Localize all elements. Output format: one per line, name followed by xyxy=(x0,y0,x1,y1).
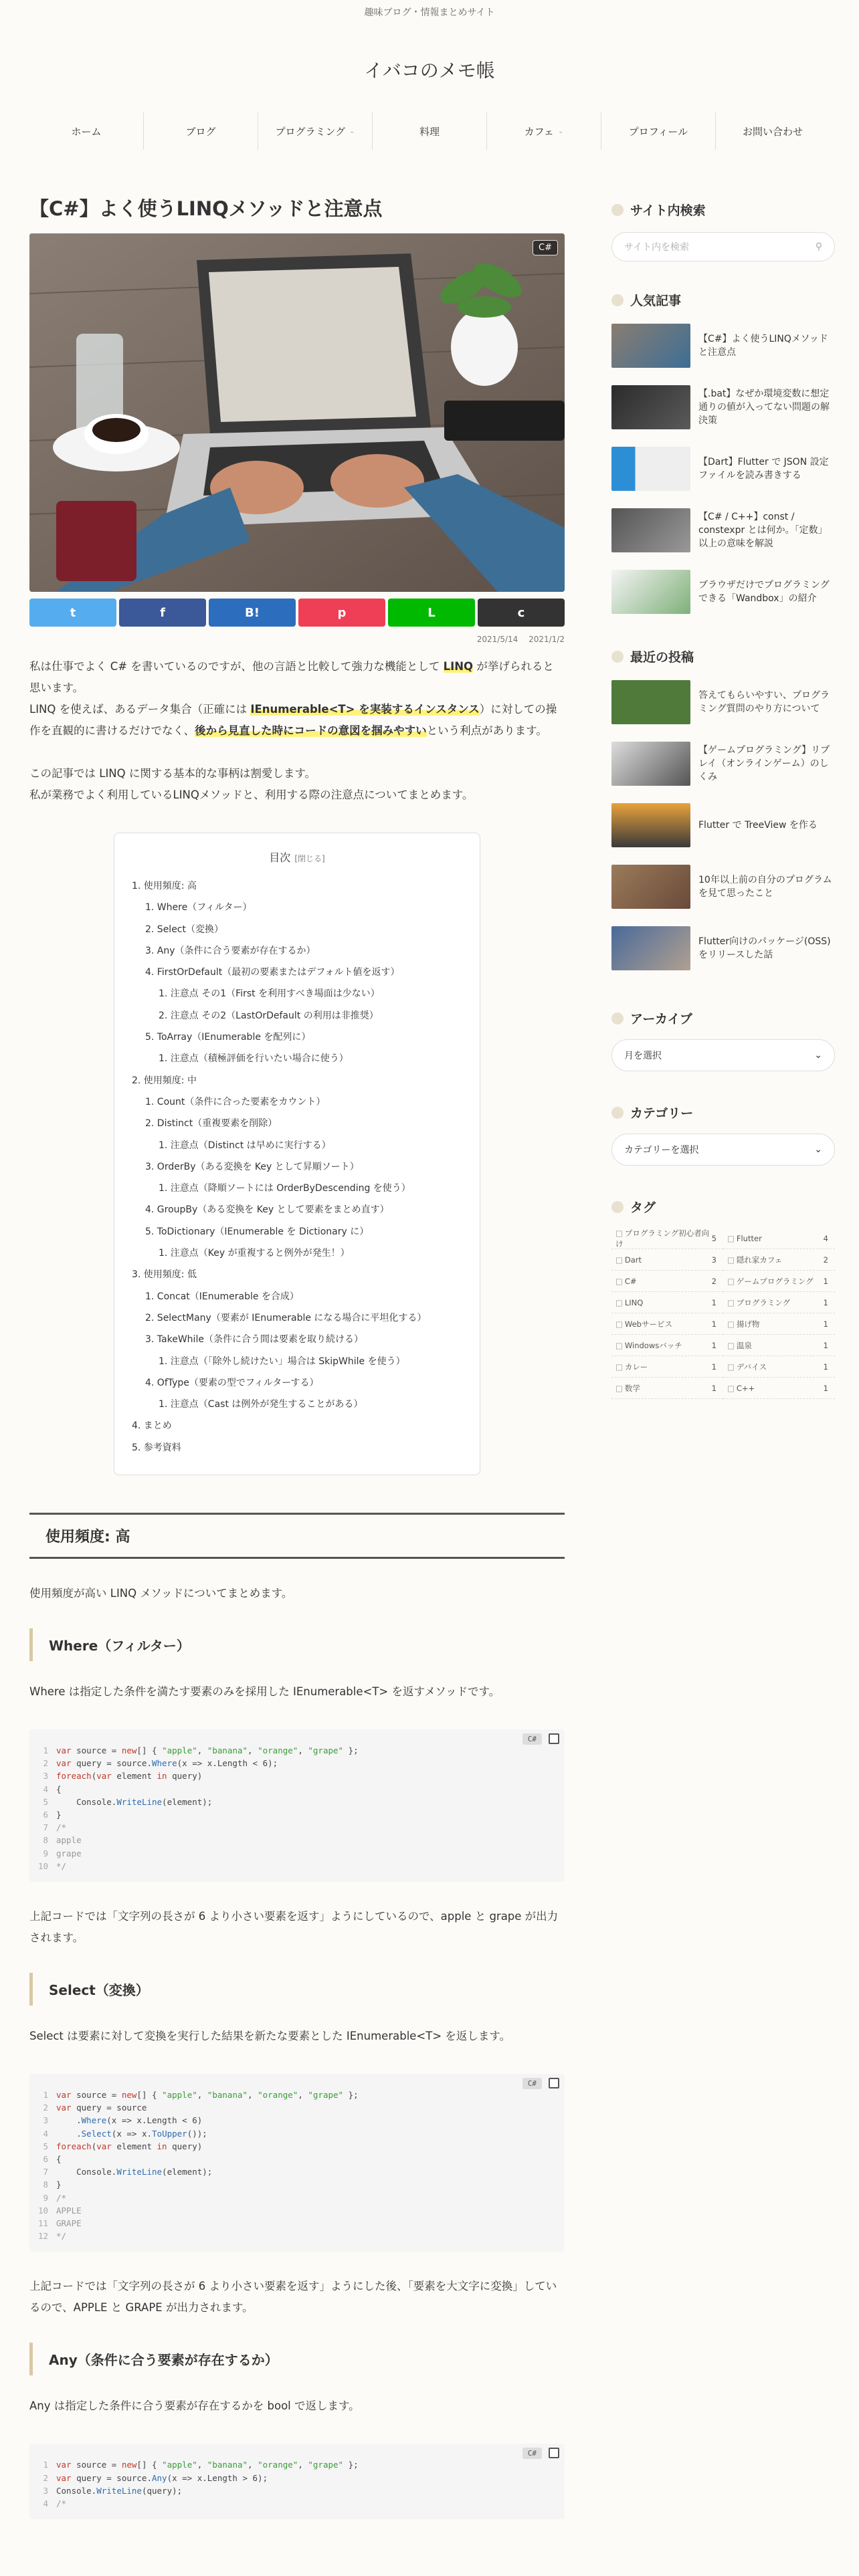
code-text: var source = new[] { "apple", "banana", "orange", "grape" }; xyxy=(56,2090,359,2101)
tag-link[interactable]: □ 数学 1 xyxy=(611,1378,723,1399)
code-text: /* xyxy=(56,2192,67,2203)
line-number: 10 xyxy=(37,2205,48,2216)
toc-link[interactable]: 1. Count（条件に合った要素をカウント） xyxy=(145,1096,326,1107)
toc-link[interactable]: 5. ToDictionary（IEnumerable を Dictionary に） xyxy=(145,1226,369,1237)
tag-link[interactable]: □ Dart 3 xyxy=(611,1249,723,1271)
code-text: /* xyxy=(56,1822,67,1833)
tag-link[interactable]: □ 揚げ物 1 xyxy=(723,1313,835,1335)
post-thumbnail xyxy=(611,803,690,847)
line-number: 7 xyxy=(43,1822,48,1833)
line-number: 7 xyxy=(43,2167,48,2177)
code-line xyxy=(29,2191,565,2204)
toc-toggle[interactable]: [閉じる] xyxy=(294,854,325,863)
tag-count: 1 xyxy=(823,1383,828,1393)
line-number: 12 xyxy=(37,2231,48,2242)
toc-link[interactable]: 1. 注意点 その1（First を利用すべき場面は少ない） xyxy=(159,988,380,1000)
tag-count: 1 xyxy=(823,1297,828,1307)
code-text: foreach(var element in query) xyxy=(56,2141,203,2151)
recent-item[interactable]: 答えてもらいやすい、プログラミング質問のやり方について xyxy=(611,676,835,728)
code-text: Console.WriteLine(query); xyxy=(56,2485,183,2496)
toc-link[interactable]: 1. Concat（IEnumerable を合成） xyxy=(145,1291,299,1302)
sidebar xyxy=(611,201,835,1399)
code-text: var query = source xyxy=(56,2103,147,2113)
eyecatch-image xyxy=(29,233,565,592)
code-line xyxy=(29,1783,565,1796)
tag-icon: □ xyxy=(615,1297,623,1307)
tag-icon: □ xyxy=(615,1362,623,1372)
line-number: 5 xyxy=(43,2141,48,2151)
tag-icon: □ xyxy=(727,1255,735,1265)
select-desc: Select は要素に対して変換を実行した結果を新たな要素とした IEnumerable<T> を返します。 xyxy=(29,2030,511,2043)
code-line xyxy=(29,2472,565,2484)
code-line xyxy=(29,2458,565,2471)
toc-link[interactable]: 1. 注意点（Key が重複すると例外が発生！） xyxy=(159,1248,350,1259)
code-text: } xyxy=(56,2179,62,2190)
tag-link[interactable]: □ Webサービス 1 xyxy=(611,1313,723,1335)
tag-icon: □ xyxy=(615,1228,623,1238)
published-date: 2021/5/14 xyxy=(476,635,518,644)
code-text: .Select(x => x.ToUpper()); xyxy=(56,2128,207,2139)
line-number: 5 xyxy=(43,1796,48,1807)
code-line xyxy=(29,1769,565,1782)
search-input[interactable]: サイト内を検索 ⚲ xyxy=(611,232,835,261)
nav-profile[interactable]: プロフィール xyxy=(601,112,715,150)
tag-icon: □ xyxy=(727,1297,735,1307)
tag-count: 2 xyxy=(711,1276,717,1286)
tag-icon: □ xyxy=(727,1233,735,1243)
code-text: GRAPE xyxy=(56,2218,82,2229)
nav-contact[interactable]: お問い合わせ xyxy=(715,112,830,150)
tag-count: 3 xyxy=(711,1255,717,1265)
tag-link[interactable]: □ Windowsバッチ 1 xyxy=(611,1335,723,1356)
code-text: */ xyxy=(56,2231,67,2242)
toc-title: 目次 [閉じる] xyxy=(269,851,325,864)
code-line xyxy=(29,2088,565,2101)
search-icon[interactable]: ⚲ xyxy=(815,241,822,252)
toc-link[interactable]: 2. Distinct（重複要素を削除） xyxy=(145,1118,278,1130)
line-number: 9 xyxy=(43,1848,48,1858)
copy-code-icon[interactable] xyxy=(549,2448,559,2458)
tag-link[interactable]: □ LINQ 1 xyxy=(611,1292,723,1313)
hatena-icon: B! xyxy=(245,605,260,620)
tag-count: 1 xyxy=(711,1340,717,1350)
code-line xyxy=(29,1821,565,1834)
code-text: var query = source.Any(x => x.Length > 6); xyxy=(56,2472,268,2483)
updated-date: 2021/1/2 xyxy=(529,635,565,644)
code-text: { xyxy=(56,2154,62,2165)
copy-code-icon[interactable] xyxy=(549,1733,559,1744)
tag-icon: □ xyxy=(727,1340,735,1350)
nav-blog[interactable]: ブログ xyxy=(143,112,258,150)
tag-icon: □ xyxy=(727,1362,735,1372)
toc-link[interactable]: 5. 参考資料 xyxy=(132,1442,181,1453)
code-text: grape xyxy=(56,1848,82,1858)
chevron-down-icon: ⌄ xyxy=(349,127,355,135)
line-number: 1 xyxy=(43,2090,48,2101)
code-line xyxy=(29,1796,565,1808)
post-thumbnail xyxy=(611,926,690,970)
chevron-down-icon: ⌄ xyxy=(814,1050,822,1061)
copy-link-button[interactable] xyxy=(478,599,565,627)
pocket-icon: p xyxy=(337,605,347,620)
tag-link[interactable]: □ プログラミング 1 xyxy=(723,1292,835,1313)
toc-link[interactable]: 4. OfType（要素の型でフィルターする） xyxy=(145,1377,319,1388)
tag-count: 2 xyxy=(823,1255,828,1265)
toc-link[interactable]: 4. GroupBy（ある変換を Key として要素をまとめ直す） xyxy=(145,1204,389,1216)
tag-icon: □ xyxy=(615,1340,623,1350)
code-line xyxy=(29,1834,565,1846)
tag-link[interactable]: □ カレー 1 xyxy=(611,1356,723,1378)
code-text: foreach(var element in query) xyxy=(56,1771,203,1782)
heading-any: Any（条件に合う要素が存在するか） xyxy=(29,2343,565,2375)
code-lang-label: C# xyxy=(522,1733,542,1745)
code-text: { xyxy=(56,1784,62,1794)
tag-icon: □ xyxy=(727,1276,735,1286)
where-desc: Where は指定した条件を満たす要素のみを採用した IEnumerable<T> を返すメソッドです。 xyxy=(29,1685,500,1699)
line-number: 8 xyxy=(43,2179,48,2190)
popular-item[interactable]: 【Dart】Flutter で JSON 設定ファイルを読み書きする xyxy=(611,443,835,495)
line-number: 2 xyxy=(43,2103,48,2113)
code-line xyxy=(29,1808,565,1821)
code-line xyxy=(29,1757,565,1769)
tag-link[interactable]: □ C# 2 xyxy=(611,1271,723,1292)
tag-icon: □ xyxy=(615,1319,623,1329)
tag-icon: □ xyxy=(615,1255,623,1265)
toc-link[interactable]: 2. Select（変換） xyxy=(145,924,223,935)
global-nav xyxy=(29,112,830,150)
tag-link[interactable]: □ 温泉 1 xyxy=(723,1335,835,1356)
copy-icon: c xyxy=(517,605,525,620)
line-number: 2 xyxy=(43,2472,48,2483)
code-line xyxy=(29,2497,565,2510)
code-line xyxy=(29,2140,565,2153)
recent-item[interactable]: 【ゲームプログラミング】リプレイ（オンラインゲーム）のしくみ xyxy=(611,738,835,790)
tag-link[interactable]: □ C++ 1 xyxy=(723,1378,835,1399)
tag-count: 5 xyxy=(711,1233,717,1243)
post-dates xyxy=(29,635,565,644)
code-text: var query = source.Where(x => x.Length < 6); xyxy=(56,1758,278,1769)
post-thumbnail xyxy=(611,324,690,368)
toc-link[interactable]: 1. 注意点（「除外し続けたい」場合は SkipWhile を使う） xyxy=(159,1356,405,1367)
any-desc: Any は指定した条件に合う要素が存在するかを bool で返します。 xyxy=(29,2399,360,2413)
toc-list xyxy=(132,875,462,1459)
toc-link[interactable]: 3. Any（条件に合う要素が存在するか） xyxy=(145,945,316,956)
post-thumbnail xyxy=(611,570,690,614)
line-number: 4 xyxy=(43,2128,48,2139)
post-title: 【C#】よく使うLINQメソッドと注意点 xyxy=(29,197,383,220)
archive-select[interactable]: 月を選択 ⌄ xyxy=(611,1039,835,1071)
recent-item[interactable]: Flutter で TreeView を作る xyxy=(611,799,835,851)
tag-link[interactable]: □ Flutter 4 xyxy=(723,1228,835,1249)
tag-icon: □ xyxy=(615,1276,623,1286)
tag-count: 1 xyxy=(823,1340,828,1350)
category-badge[interactable]: C# xyxy=(533,240,558,255)
code-text: /* xyxy=(56,2498,67,2509)
toc-link[interactable]: 2. 使用頻度: 中 xyxy=(132,1075,197,1086)
toc-link[interactable]: 2. SelectMany（要素が IEnumerable になる場合に平坦化する） xyxy=(145,1312,427,1323)
code-lang-label: C# xyxy=(522,2078,542,2089)
table-of-contents xyxy=(114,833,480,1475)
code-text: apple xyxy=(56,1835,82,1846)
tag-cloud xyxy=(611,1228,835,1399)
toc-link[interactable]: 3. TakeWhile（条件に合う間は要素を取り続ける） xyxy=(145,1334,363,1346)
code-text: */ xyxy=(56,1860,67,1871)
nav-cafe[interactable]: カフェ ⌄ xyxy=(486,112,601,150)
toc-link[interactable]: 1. Where（フィルター） xyxy=(145,902,252,914)
code-block-select xyxy=(29,2074,565,2252)
code-line xyxy=(29,2217,565,2230)
tag-count: 1 xyxy=(711,1362,717,1372)
code-text: Console.WriteLine(element); xyxy=(56,2167,213,2177)
copy-code-icon[interactable] xyxy=(549,2078,559,2088)
tag-link[interactable]: □ 隠れ家カフェ 2 xyxy=(723,1249,835,1271)
tag-link[interactable]: □ デバイス 1 xyxy=(723,1356,835,1378)
intro-paragraph-2: この記事では LINQ に関する基本的な事柄は割愛します。 私が業務でよく利用しているLINQメソッドと、利用する際の注意点についてまとめます。 xyxy=(29,767,474,801)
toc-link[interactable]: 5. ToArray（IEnumerable を配列に） xyxy=(145,1032,311,1043)
code-line xyxy=(29,2101,565,2114)
toc-link[interactable]: 4. まとめ xyxy=(132,1420,172,1432)
post-thumbnail xyxy=(611,865,690,909)
tag-count: 1 xyxy=(711,1319,717,1329)
popular-item[interactable]: 【C# / C++】const / constexpr とは何か。「定数」以上の意味を解説 xyxy=(611,504,835,556)
toc-link[interactable]: 1. 注意点（積極評価を行いたい場合に使う） xyxy=(159,1053,349,1065)
twitter-share-button[interactable] xyxy=(29,599,116,627)
line-number: 4 xyxy=(43,2498,48,2509)
line-number: 1 xyxy=(43,1745,48,1756)
popular-item[interactable]: ブラウザだけでプログラミングできる「Wandbox」の紹介 xyxy=(611,566,835,618)
post-thumbnail xyxy=(611,447,690,491)
nav-programming[interactable]: プログラミング ⌄ xyxy=(258,112,372,150)
toc-link[interactable]: 1. 注意点（Cast は例外が発生することがある） xyxy=(159,1399,363,1410)
pocket-share-button[interactable] xyxy=(298,599,385,627)
nav-home[interactable]: ホーム xyxy=(71,125,102,138)
intro-paragraph-1: 私は仕事でよく C# を書いているのですが、他の言語と比較して強力な機能として LINQ が挙げられると思います。 LINQ を使えば、あるデータ集合（正確には IEnumerable<T> を実装するインスタンス）に対しての操作を直観的に書けるだけでなく、後から見直した時にコードの意図を掴みやすいという利点があります。 xyxy=(29,660,557,737)
popular-list xyxy=(611,320,835,618)
line-share-button[interactable] xyxy=(388,599,475,627)
code-block-where xyxy=(29,1729,565,1882)
tag-link[interactable]: □ プログラミング初心者向け 5 xyxy=(611,1228,723,1249)
tag-icon: □ xyxy=(727,1319,735,1329)
code-text: var source = new[] { "apple", "banana", "orange", "grape" }; xyxy=(56,1745,359,1756)
code-line xyxy=(29,2178,565,2191)
share-buttons xyxy=(29,599,565,627)
article xyxy=(29,194,565,2519)
toc-link[interactable]: 1. 注意点（降順ソートには OrderByDescending を使う） xyxy=(159,1183,411,1194)
code-line xyxy=(29,2484,565,2497)
code-line xyxy=(29,1847,565,1860)
site-tagline: 趣味ブログ・情報まとめサイト xyxy=(364,7,495,18)
line-number: 10 xyxy=(37,1860,48,1871)
facebook-share-button[interactable] xyxy=(119,599,206,627)
chevron-down-icon: ⌄ xyxy=(557,127,564,135)
code-text: Console.WriteLine(element); xyxy=(56,1796,213,1807)
post-thumbnail xyxy=(611,385,690,429)
code-text: } xyxy=(56,1810,62,1820)
high-intro: 使用頻度が高い LINQ メソッドについてまとめます。 xyxy=(29,1587,293,1600)
line-number: 9 xyxy=(43,2192,48,2203)
toc-link[interactable]: 3. OrderBy（ある変換を Key として昇順ソート） xyxy=(145,1161,359,1172)
category-widget-title: カテゴリー xyxy=(611,1103,835,1121)
tag-icon: □ xyxy=(615,1383,623,1393)
heading-high-frequency: 使用頻度: 高 xyxy=(29,1513,565,1559)
laptop-desk-illustration xyxy=(29,233,565,592)
line-number: 3 xyxy=(43,1771,48,1782)
line-number: 4 xyxy=(43,1784,48,1794)
popular-item[interactable]: 【.bat】なぜか環境変数に想定通りの値が入ってない問題の解決策 xyxy=(611,381,835,433)
popular-widget-title: 人気記事 xyxy=(611,291,835,309)
code-line xyxy=(29,2204,565,2217)
post-thumbnail xyxy=(611,680,690,724)
tag-icon: □ xyxy=(727,1383,735,1393)
line-number: 3 xyxy=(43,2115,48,2126)
line-number: 6 xyxy=(43,1810,48,1820)
line-number: 8 xyxy=(43,1835,48,1846)
tag-count: 1 xyxy=(823,1319,828,1329)
archive-widget-title: アーカイブ xyxy=(611,1009,835,1027)
toc-link[interactable]: 1. 使用頻度: 高 xyxy=(132,881,197,891)
toc-link[interactable]: 4. FirstOrDefault（最初の要素またはデフォルト値を返す） xyxy=(145,967,400,978)
recent-item[interactable]: Flutter向けのパッケージ(OSS)をリリースした話 xyxy=(611,922,835,974)
line-number: 6 xyxy=(43,2154,48,2165)
toc-link[interactable]: 3. 使用頻度: 低 xyxy=(132,1269,197,1281)
post-thumbnail xyxy=(611,508,690,552)
code-block-any xyxy=(29,2444,565,2519)
twitter-icon: t xyxy=(70,605,76,620)
code-text: var source = new[] { "apple", "banana", "orange", "grape" }; xyxy=(56,2460,359,2470)
line-number: 2 xyxy=(43,1758,48,1769)
tag-count: 1 xyxy=(823,1362,828,1372)
tag-link[interactable]: □ ゲームプログラミング 1 xyxy=(723,1271,835,1292)
code-text: .Where(x => x.Length < 6) xyxy=(56,2115,203,2126)
heading-where: Where（フィルター） xyxy=(29,1628,565,1661)
chevron-down-icon: ⌄ xyxy=(814,1144,822,1155)
code-line xyxy=(29,2127,565,2140)
toc-link[interactable]: 2. 注意点 その2（LastOrDefault の利用は非推奨） xyxy=(159,1010,379,1021)
code-line xyxy=(29,2114,565,2127)
recent-item[interactable]: 10年以上前の自分のプログラムを見て思ったこと xyxy=(611,861,835,913)
category-select[interactable]: カテゴリーを選択 ⌄ xyxy=(611,1134,835,1166)
tag-widget-title: タグ xyxy=(611,1198,835,1216)
tag-count: 1 xyxy=(823,1276,828,1286)
site-title[interactable]: イバコのメモ帳 xyxy=(364,60,495,82)
code-lang-label: C# xyxy=(522,2448,542,2459)
code-line xyxy=(29,1744,565,1757)
post-thumbnail xyxy=(611,742,690,786)
tag-count: 1 xyxy=(711,1297,717,1307)
popular-item[interactable]: 【C#】よく使うLINQメソッドと注意点 xyxy=(611,320,835,372)
code-line xyxy=(29,2153,565,2165)
code-line xyxy=(29,2230,565,2242)
search-widget-title: サイト内検索 xyxy=(611,201,835,219)
line-number: 1 xyxy=(43,2460,48,2470)
recent-widget-title: 最近の投稿 xyxy=(611,647,835,665)
code-line xyxy=(29,2165,565,2178)
tag-count: 1 xyxy=(711,1383,717,1393)
select-after: 上記コードでは「文字列の長さが 6 より小さい要素を返す」ようにした後、「要素を大文字に変換」しているので、APPLE と GRAPE が出力されます。 xyxy=(29,2280,557,2315)
heading-select: Select（変換） xyxy=(29,1973,565,2006)
hatena-share-button[interactable] xyxy=(209,599,296,627)
line-number: 3 xyxy=(43,2485,48,2496)
line-number: 11 xyxy=(37,2218,48,2229)
code-line xyxy=(29,1860,565,1872)
tag-count: 4 xyxy=(823,1233,828,1243)
facebook-icon: f xyxy=(160,605,165,620)
toc-link[interactable]: 1. 注意点（Distinct は早めに実行する） xyxy=(159,1140,331,1151)
recent-list xyxy=(611,676,835,974)
where-after: 上記コードでは「文字列の長さが 6 より小さい要素を返す」ようにしているので、apple と grape が出力されます。 xyxy=(29,1910,559,1945)
line-icon: L xyxy=(427,605,436,620)
code-text: APPLE xyxy=(56,2205,82,2216)
nav-cooking[interactable]: 料理 xyxy=(372,112,486,150)
